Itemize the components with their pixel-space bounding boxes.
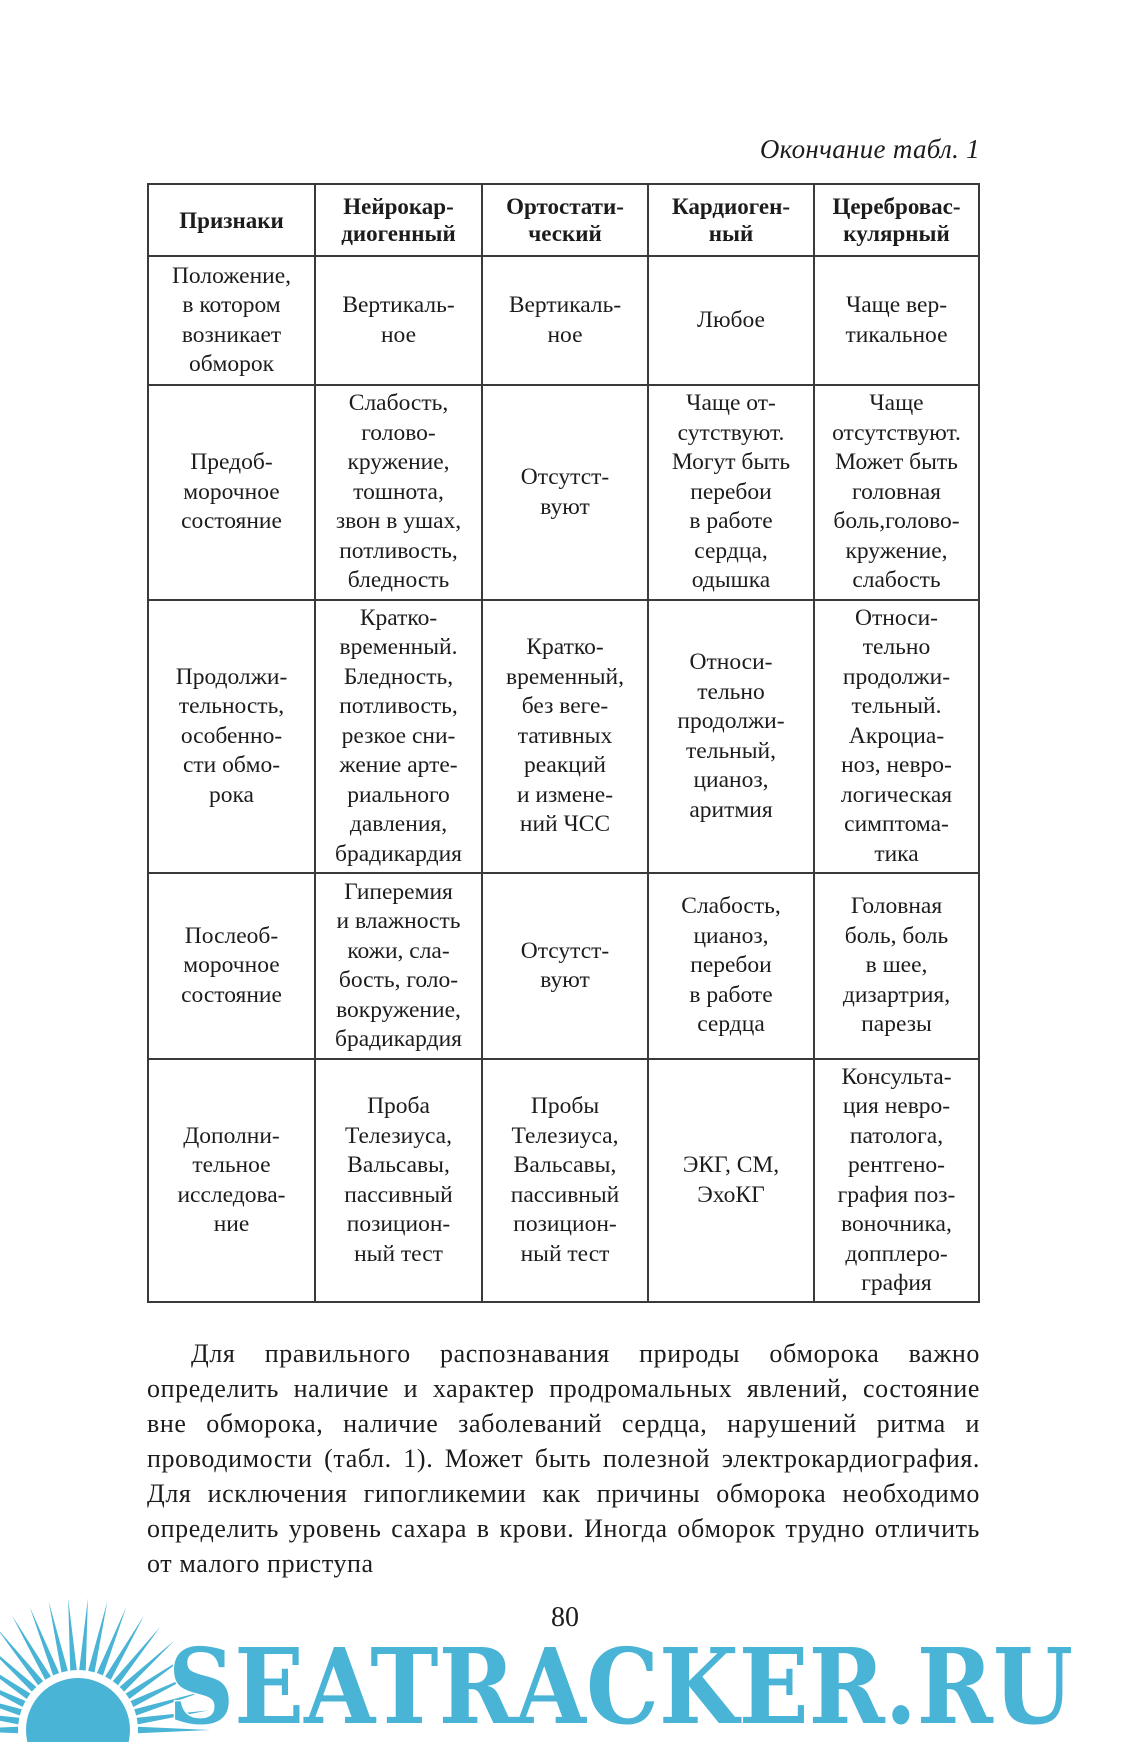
table-cell: Слабость, цианоз, перебои в работе сердца [648,873,814,1059]
table-header-row [148,184,979,256]
table-row [148,1059,979,1302]
table-cell: Вертикаль- ное [482,256,648,385]
table-cell: Дополни- тельное исследова- ние [148,1059,315,1302]
table-cell: Кратко- временный. Бледность, потливость, резкое сни- жение арте- риального давления, брадикардия [315,600,482,873]
sun-ray [68,1598,77,1670]
sun-ray [79,1598,88,1670]
table-cell: Консульта- ция невро- патолога, рентгено- графия поз- воночника, допплеро- графия [814,1059,979,1302]
table-cell: Чаще вер- тикальное [814,256,979,385]
table-cell: Головная боль, боль в шее, дизартрия, парезы [814,873,979,1059]
sun-disc [26,1678,130,1742]
table-cell: Продолжи- тельность, особенно- сти обмо- рока [148,600,315,873]
table-row [148,256,979,385]
table-cell: Гиперемия и влажность кожи, сла- бость, голо- вокружение, брадикардия [315,873,482,1059]
body-paragraph: Для правильного распознавания природы обморока важно определить наличие и характер продромальных явлений, состояние вне обморока, наличие заболеваний сердца, нарушений ритма и проводимости (табл. 1). Может быть полезной электрокардиография. Для исключения гипогликемии как причины обморока необходимо определить уровень сахара в крови. Иногда обморок трудно отличить от малого приступа [147,1339,980,1578]
table-cell: Отсутст- вуют [482,873,648,1059]
sun-ray [30,1607,59,1675]
table-cell: Предоб- морочное состояние [148,385,315,600]
table-cell: Кратко- временный, без веге- тативных реакций и измене- ний ЧСС [482,600,648,873]
table-row [148,873,979,1059]
table-caption: Окончание табл. 1 [759,134,980,164]
table-cell: Относи- тельно продолжи- тельный. Акроциа- ноз, невро- логическая симптома- тика [814,600,979,873]
table-row [148,600,979,873]
watermark [0,1580,1080,1742]
sun-ray [0,1727,18,1734]
header-cell: Кардиоген- ный [648,184,814,256]
table-row [148,385,979,600]
table-cell: Пробы Телезиуса, Вальсавы, пассивный позицион- ный тест [482,1059,648,1302]
table-cell: ЭКГ, СМ, ЭхоКГ [648,1059,814,1302]
header-cell: Признаки [148,184,315,256]
table-cell: Относи- тельно продолжи- тельный, цианоз, аритмия [648,600,814,873]
table-cell: Проба Телезиуса, Вальсавы, пассивный позицион- ный тест [315,1059,482,1302]
table-cell: Положение, в котором возникает обморок [148,256,315,385]
sun-ray [97,1607,126,1675]
table-cell: Послеоб- морочное состояние [148,873,315,1059]
header-cell: Церебровас- кулярный [814,184,979,256]
table-cell: Слабость, голово- кружение, тошнота, звон в ушах, потливость, бледность [315,385,482,600]
header-cell: Нейрокар- диогенный [315,184,482,256]
table-cell: Чаще от- сутствуют. Могут быть перебои в работе сердца, одышка [648,385,814,600]
page-number: 80 [551,1602,579,1633]
table-cell: Чаще отсутствуют. Может быть головная боль,голово- кружение, слабость [814,385,979,600]
header-cell: Ортостати- ческий [482,184,648,256]
table-cell: Вертикаль- ное [315,256,482,385]
table-cell: Любое [648,256,814,385]
comparison-table [147,183,980,1303]
watermark-text: SEATRACKER.RU [168,1625,1073,1742]
table-cell: Отсутст- вуют [482,385,648,600]
